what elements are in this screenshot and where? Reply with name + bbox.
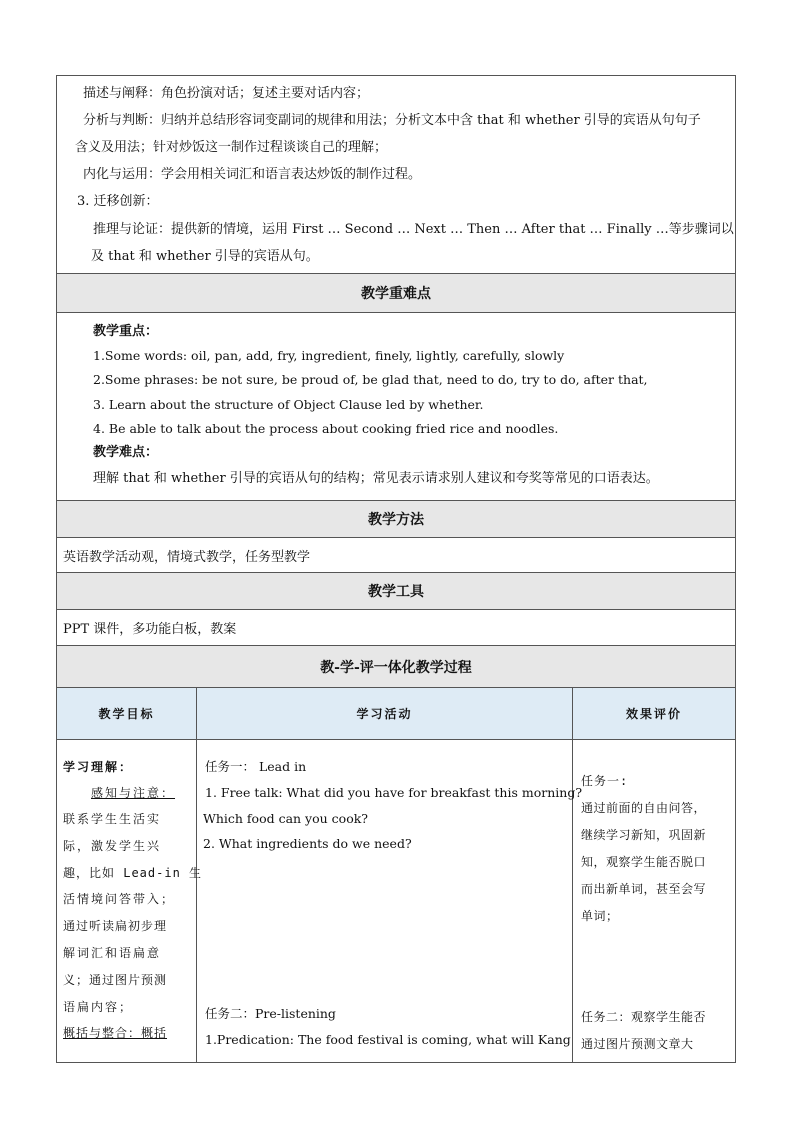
- goal-line-1: 描述与阐释：角色扮演对话；复述主要对话内容；: [83, 86, 370, 101]
- methods-cell: [56, 537, 736, 573]
- methods-title: 教学方法: [368, 512, 424, 528]
- goal-line-3: 含义及用法；针对炒饭这一制作过程谈谈自己的理解；: [75, 140, 388, 155]
- tools-title: 教学工具: [368, 584, 424, 600]
- process-header: [56, 645, 736, 688]
- tools-cell: [56, 609, 736, 646]
- col1-line-8: 语扁内容；: [63, 1000, 134, 1014]
- eval-line-5: 单词；: [581, 909, 619, 923]
- col1-line-7: 义；通过图片预测: [63, 973, 168, 987]
- col-header-activities: 学习活动: [197, 688, 572, 739]
- col1-last: 概括与整合：概括: [63, 1026, 168, 1040]
- focus-item-3: 3. Learn about the structure of Object Clause led by whether.: [93, 397, 484, 412]
- focus-item-1: 1.Some words: oil, pan, add, fry, ingredient, finely, lightly, carefully, slowly: [93, 348, 565, 363]
- methods-content: 英语教学活动观，情境式教学，任务型教学: [63, 549, 311, 565]
- task1-question-1a: 1. Free talk: What did you have for breakfast this morning?: [205, 785, 583, 800]
- focus-item-2: 2.Some phrases: be not sure, be proud of, be glad that, need to do, try to do, after that,: [93, 372, 648, 387]
- eval-task2-a: 任务二：观察学生能否: [581, 1010, 707, 1024]
- process-body: [56, 739, 736, 1063]
- col1-line-1: 联系学生生活实: [63, 812, 162, 826]
- col1-title: 学习理解：: [63, 760, 134, 774]
- task1-title: 任务一： Lead in: [205, 759, 307, 774]
- goal-line-4: 内化与运用：学会用相关词汇和语言表达炒饭的制作过程。: [83, 167, 422, 182]
- focus-title: 教学重点：: [93, 324, 159, 339]
- tools-header: [56, 572, 736, 610]
- key-points-title: 教学重难点: [361, 286, 431, 302]
- col1-line-5: 通过听读扁初步理: [63, 919, 168, 933]
- goal-line-6: 推理与论证：提供新的情境，运用 First … Second … Next … Then … After that … Finally …等步骤词以: [93, 222, 734, 237]
- focus-item-4: 4. Be able to talk about the process about cooking fried rice and noodles.: [93, 421, 559, 436]
- eval-line-1: 通过前面的自由问答，: [581, 801, 707, 815]
- goals-cell: [56, 75, 736, 274]
- goal-line-2: 分析与判断：归纳并总结形容词变副词的规律和用法；分析文本中含 that 和 whether 引导的宾语从句句子: [83, 113, 701, 128]
- task2-title: 任务二：Pre-listening: [205, 1006, 336, 1021]
- task1-question-1b: Which food can you cook?: [203, 811, 368, 826]
- eval-task1-title: 任务一:: [581, 774, 629, 788]
- col1-subtitle: 感知与注意：: [91, 786, 176, 800]
- key-points-cell: [56, 312, 736, 501]
- col1-line-6: 解词汇和语扁意: [63, 946, 162, 960]
- col1-line-2: 际，激发学生兴: [63, 839, 162, 853]
- eval-task2-b: 通过图片预测文章大: [581, 1037, 694, 1051]
- eval-line-4: 而出新单词，甚至会写: [581, 882, 707, 896]
- key-points-header: [56, 273, 736, 313]
- col1-line-4: 活情境问答带入；: [63, 892, 176, 906]
- methods-header: [56, 500, 736, 538]
- task2-question-1: 1.Predication: The food festival is coming, what will Kang: [205, 1032, 571, 1047]
- difficulty-title: 教学难点：: [93, 445, 159, 460]
- tools-content: PPT 课件，多功能白板，教案: [63, 622, 237, 637]
- col-header-goals: 教学目标: [57, 688, 196, 739]
- eval-line-2: 继续学习新知，巩固新: [581, 828, 707, 842]
- col-header-evaluation: 效果评价: [573, 688, 735, 739]
- goal-line-5: 3. 迁移创新：: [77, 194, 159, 209]
- eval-line-3: 知，观察学生能否脱口: [581, 855, 707, 869]
- task1-question-2: 2. What ingredients do we need?: [203, 836, 412, 851]
- goal-line-7: 及 that 和 whether 引导的宾语从句。: [91, 249, 319, 264]
- process-title: 教-学-评一体化教学过程: [320, 659, 472, 676]
- difficulty-text: 理解 that 和 whether 引导的宾语从句的结构；常见表示请求别人建议和夸奖等常见的口语表达。: [93, 471, 659, 486]
- process-column-headers: [56, 687, 736, 740]
- col1-line-3: 趣，比如 Lead-in 生: [63, 866, 203, 880]
